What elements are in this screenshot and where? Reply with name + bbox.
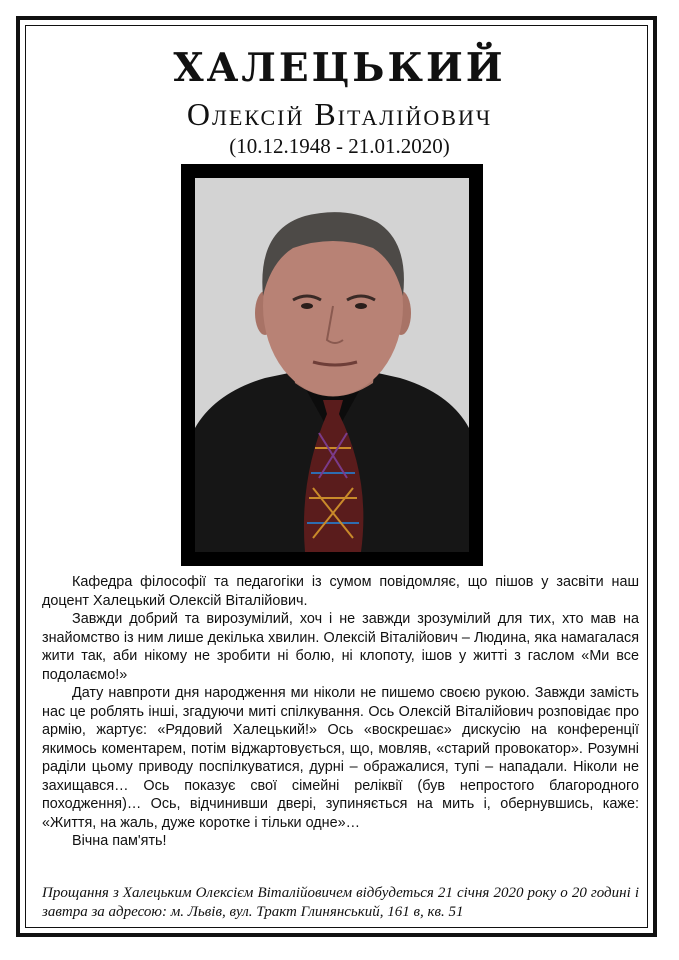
- paragraph-announcement: Кафедра філософії та педагогіки із сумом повідомляє, що пішов у засвіти наш доцент Халецький Олексій Віталійович.: [42, 574, 639, 609]
- portrait-photo: [195, 178, 469, 552]
- life-dates: (10.12.1948 - 21.01.2020): [229, 134, 450, 158]
- farewell-notice: Прощання з Халецьким Олексієм Віталійовичем відбудеться 21 січня 2020 року о 20 годині і завтра за адресою: м. Львів, вул. Тракт Глинянський, 161 в, кв. 51: [42, 885, 639, 920]
- paragraph-character: Завжди добрий та вирозумілий, хоч і не завжди зрозумілий для тих, хто мав на знайомство із ним лише декілька хвилин. Олексій Віталійович – Людина, яка намагалася жити так, аби нікому не зробити ні болю, ні клопоту, ішов у житті з гаслом «Ми все подолаємо!»: [42, 611, 639, 683]
- portrait-frame: [181, 164, 483, 566]
- paragraph-memories: Дату навпроти дня народження ми ніколи не пишемо своєю рукою. Завжди замість нас це роблять інші, згадуючи миті спілкування. Ось Олексій Віталійович розповідає про армію, жартує: «Рядовий Халецький!» Ось «воскрешає» дискусію на конференції якимось коментарем, потім віджартовується, що, мовляв, «старий провокатор». Розумні раділи цьому приводу поспілкуватися, дурні – ображалися, тупі – нападали. Ніколи не захищався… Ось показує свої сімейні реліквії (був непростого благородного походження)… Ось, відчинивши двері, зупиняється на мить і, обернувшись, каже: «Життя, на жаль, дуже коротке і тільки одне»…: [42, 685, 639, 831]
- obituary-text: [42, 573, 639, 851]
- given-names: Олексій Віталійович: [186, 96, 493, 132]
- portrait-illustration: [195, 178, 469, 552]
- surname-title: ХАЛЕЦЬКИЙ: [173, 45, 506, 91]
- paragraph-eternal-memory: Вічна пам'ять!: [72, 833, 167, 849]
